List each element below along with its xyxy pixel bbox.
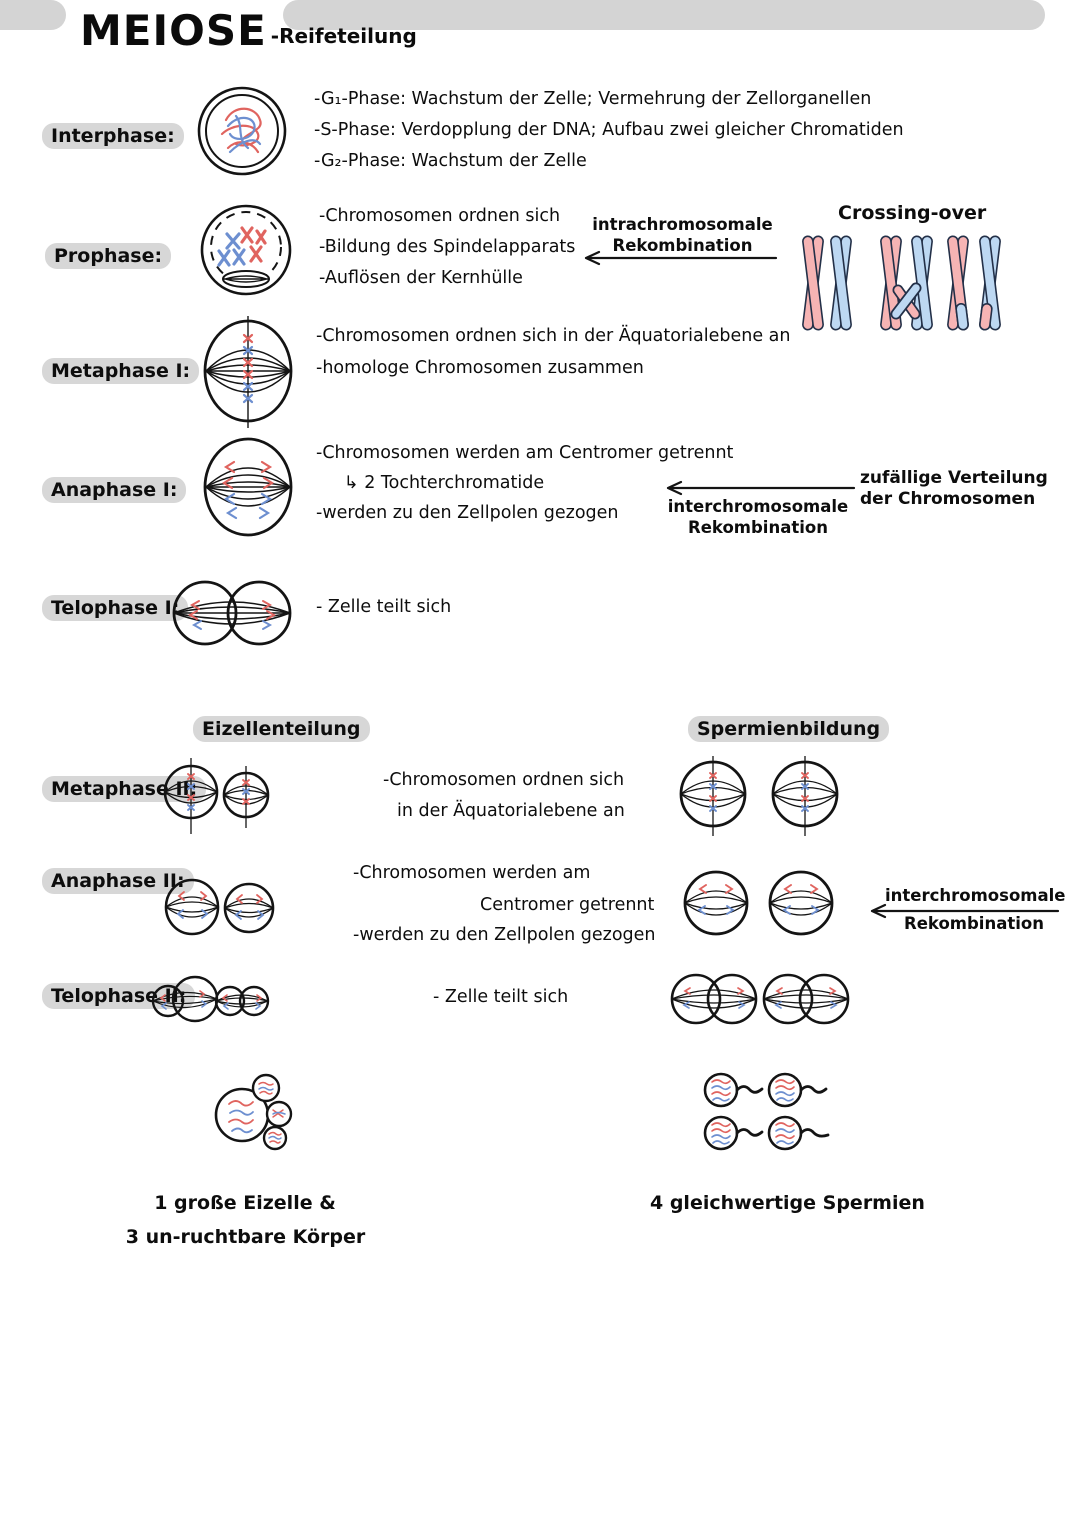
chromosome-pink xyxy=(802,236,823,331)
label-interphase: Interphase: xyxy=(42,123,184,149)
note-line: -Auflösen der Kernhülle xyxy=(319,268,523,288)
note-line: -Chromosomen ordnen sich xyxy=(383,770,625,790)
note-line: -homologe Chromosomen zusammen xyxy=(316,358,644,378)
crossing-over-title: Crossing-over xyxy=(838,202,987,224)
page-title-main: MEIOSE xyxy=(80,6,267,55)
metaphase2-notes xyxy=(383,765,625,827)
label-anaphase-1: Anaphase I: xyxy=(42,477,186,503)
egg-cell-result-diagram xyxy=(205,1062,315,1157)
annotation-line: interchromosomale xyxy=(667,497,849,516)
telophase2-note: - Zelle teilt sich xyxy=(433,987,569,1007)
metaphase1-cell-diagram xyxy=(202,316,294,428)
label-telophase-1: Telophase I: xyxy=(42,595,188,621)
sperm-result-caption: 4 gleichwertige Spermien xyxy=(650,1192,925,1214)
annotation-line: Rekombination xyxy=(612,236,753,255)
anaphase2-note-2: Centromer getrennt xyxy=(480,895,655,915)
telophase1-cell-diagram xyxy=(165,577,300,649)
telophase1-note: - Zelle teilt sich xyxy=(316,597,452,617)
inter-recombination-2-annotation-line2: Rekombination xyxy=(904,914,1044,933)
inter-recombination-2-annotation-line1: interchromosomale xyxy=(885,886,1066,905)
section-egg-division: Eizellenteilung xyxy=(193,716,370,742)
interphase-notes xyxy=(314,84,904,177)
annotation-line: intrachromosomale xyxy=(592,215,773,234)
header-left-bar xyxy=(0,0,66,30)
egg-result-caption-line2: 3 un-ruchtbare Körper xyxy=(125,1226,366,1248)
egg-result-caption-line1: 1 große Eizelle & xyxy=(154,1192,336,1214)
note-line: -G₁-Phase: Wachstum der Zelle; Vermehrung der Zellorganellen xyxy=(314,89,872,109)
page-title xyxy=(80,6,417,55)
chromosome-blue xyxy=(830,236,851,331)
note-line: -S-Phase: Verdopplung der DNA; Aufbau zwei gleicher Chromatiden xyxy=(314,120,904,140)
telophase2-sperm-cells-diagram xyxy=(660,970,860,1030)
random-distribution-annotation xyxy=(860,468,1048,510)
crossing-over-diagram xyxy=(790,228,1015,338)
note-line: -G₂-Phase: Wachstum der Zelle xyxy=(314,151,587,171)
chromosome-pink-recombined xyxy=(947,236,968,331)
note-line: -Chromosomen ordnen sich in der Äquatorialebene an xyxy=(316,326,791,346)
label-anaphase-2: Anaphase II: xyxy=(42,868,194,894)
prophase-notes xyxy=(319,201,575,294)
note-line: -Chromosomen ordnen sich xyxy=(319,206,561,226)
label-prophase: Prophase: xyxy=(45,243,171,269)
label-metaphase-2: Metaphase II: xyxy=(42,776,206,802)
annotation-line: der Chromosomen xyxy=(860,489,1036,509)
metaphase2-sperm-cells-diagram xyxy=(678,756,843,838)
section-sperm-formation: Spermienbildung xyxy=(688,716,889,742)
note-line: -werden zu den Zellpolen gezogen xyxy=(316,503,619,523)
note-line: -Chromosomen werden am Centromer getrennt xyxy=(316,443,734,463)
interphase-cell-diagram xyxy=(196,86,288,176)
inter-recombination-annotation xyxy=(662,496,854,538)
anaphase2-sperm-cells-diagram xyxy=(680,870,840,938)
page-title-subtitle: -Reifeteilung xyxy=(270,24,417,48)
note-line: in der Äquatorialebene an xyxy=(397,801,625,821)
chromosome-blue-recombined xyxy=(979,236,1000,331)
telophase2-egg-cells-diagram xyxy=(150,975,275,1027)
inter-recombination-arrow-icon xyxy=(660,480,856,496)
metaphase2-egg-cells-diagram xyxy=(163,758,273,838)
intra-arrow-left-icon xyxy=(578,250,778,266)
note-line: -Bildung des Spindelapparats xyxy=(319,237,576,257)
note-line: ↳ 2 Tochterchromatide xyxy=(344,473,545,493)
sperm-result-diagram xyxy=(692,1065,867,1160)
label-metaphase-1: Metaphase I: xyxy=(42,358,199,384)
metaphase1-notes xyxy=(316,320,790,384)
annotation-line: zufällige Verteilung xyxy=(860,468,1048,488)
anaphase2-note-1: -Chromosomen werden am xyxy=(353,863,591,883)
anaphase2-egg-cells-diagram xyxy=(165,878,275,940)
annotation-line: Rekombination xyxy=(688,518,828,537)
label-telophase-2: Telophase II: xyxy=(42,983,195,1009)
anaphase2-note-3: -werden zu den Zellpolen gezogen xyxy=(353,925,656,945)
anaphase1-cell-diagram xyxy=(202,436,294,538)
prophase-cell-diagram xyxy=(199,203,293,297)
